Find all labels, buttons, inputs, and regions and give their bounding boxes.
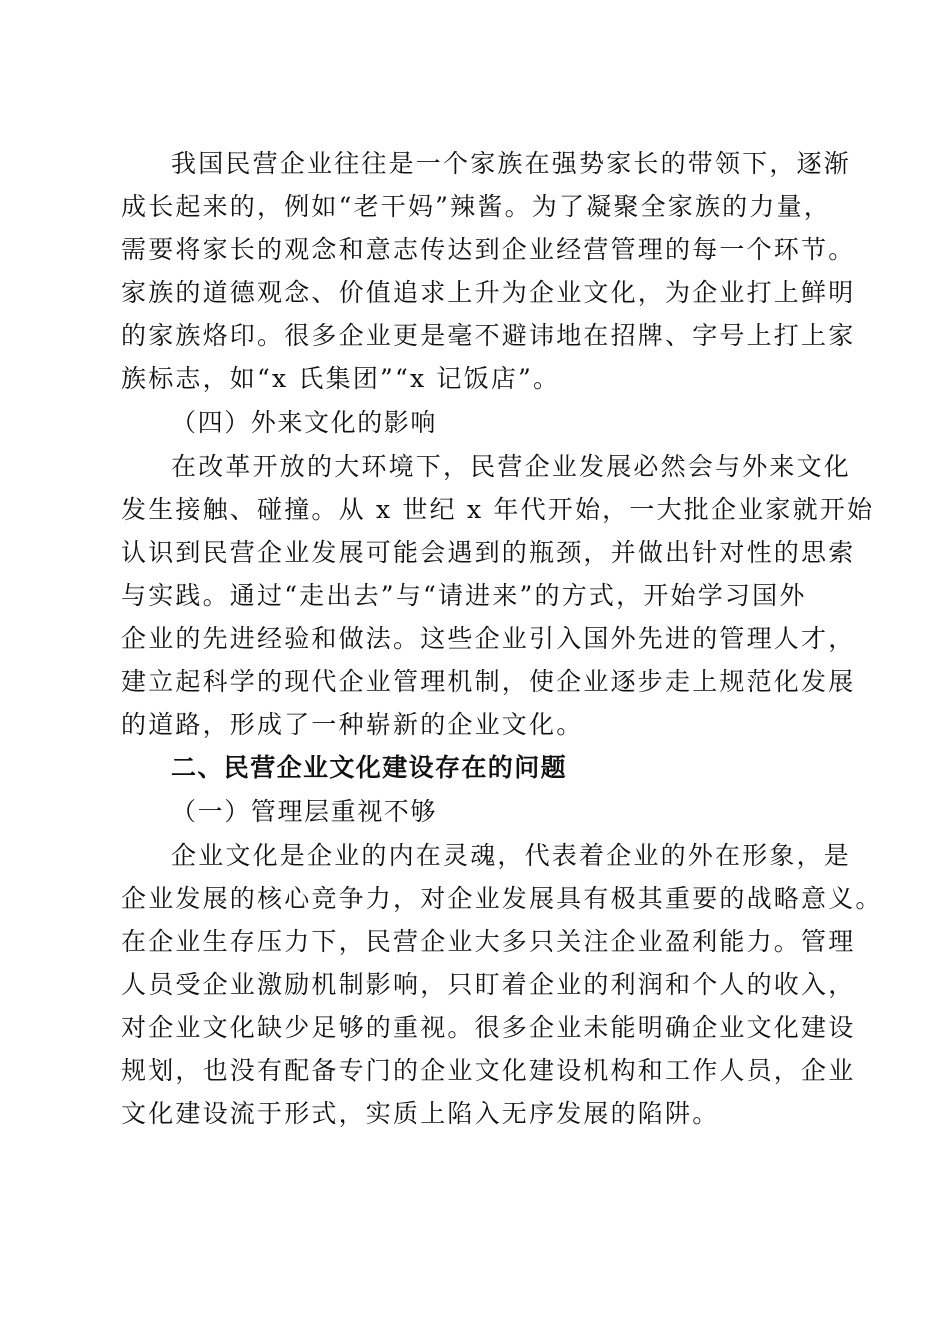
paragraph-line: 对企业文化缺少足够的重视。很多企业未能明确企业文化建设	[121, 1013, 856, 1042]
paragraph-line: 家族的道德观念、价值追求上升为企业文化，为企业打上鲜明	[121, 278, 856, 307]
paragraph-line: 成长起来的，例如“老干妈”辣酱。为了凝聚全家族的力量，	[121, 192, 831, 221]
paragraph-line: 规划，也没有配备专门的企业文化建设机构和工作人员，企业	[121, 1056, 856, 1085]
paragraph-line: 文化建设流于形式，实质上陷入无序发展的陷阱。	[121, 1099, 720, 1128]
paragraph-line: 在企业生存压力下，民营企业大多只关注企业盈利能力。管理	[121, 927, 856, 956]
paragraph-line: 与实践。通过“走出去”与“请进来”的方式，开始学习国外	[121, 581, 807, 610]
section-heading: 二、民营企业文化建设存在的问题	[171, 753, 568, 782]
paragraph-line: 的道路，形成了一种崭新的企业文化。	[121, 710, 584, 739]
paragraph-line: 在改革开放的大环境下，民营企业发展必然会与外来文化	[171, 452, 852, 481]
paragraph-line: 企业的先进经验和做法。这些企业引入国外先进的管理人才，	[121, 624, 856, 653]
subheading-management: （一）管理层重视不够	[171, 797, 438, 826]
subheading-foreign-culture: （四）外来文化的影响	[171, 408, 438, 437]
paragraph-line: 的家族烙印。很多企业更是毫不避讳地在招牌、字号上打上家	[121, 321, 856, 350]
paragraph-line: 认识到民营企业发展可能会遇到的瓶颈，并做出针对性的思索	[121, 538, 856, 567]
paragraph-line: 需要将家长的观念和意志传达到企业经营管理的每一个环节。	[121, 235, 856, 264]
paragraph-line: 族标志，如“x 氏集团”“x 记饭店”。	[121, 364, 561, 393]
paragraph-line: 企业文化是企业的内在灵魂，代表着企业的外在形象，是	[171, 841, 852, 870]
paragraph-line: 我国民营企业往往是一个家族在强势家长的带领下，逐渐	[171, 149, 852, 178]
paragraph-line: 建立起科学的现代企业管理机制，使企业逐步走上规范化发展	[121, 667, 856, 696]
paragraph-line: 企业发展的核心竞争力，对企业发展具有极其重要的战略意义。	[121, 884, 883, 913]
paragraph-line: 人员受企业激励机制影响，只盯着企业的利润和个人的收入，	[121, 970, 856, 999]
paragraph-line: 发生接触、碰撞。从 x 世纪 x 年代开始，一大批企业家就开始	[121, 495, 875, 524]
